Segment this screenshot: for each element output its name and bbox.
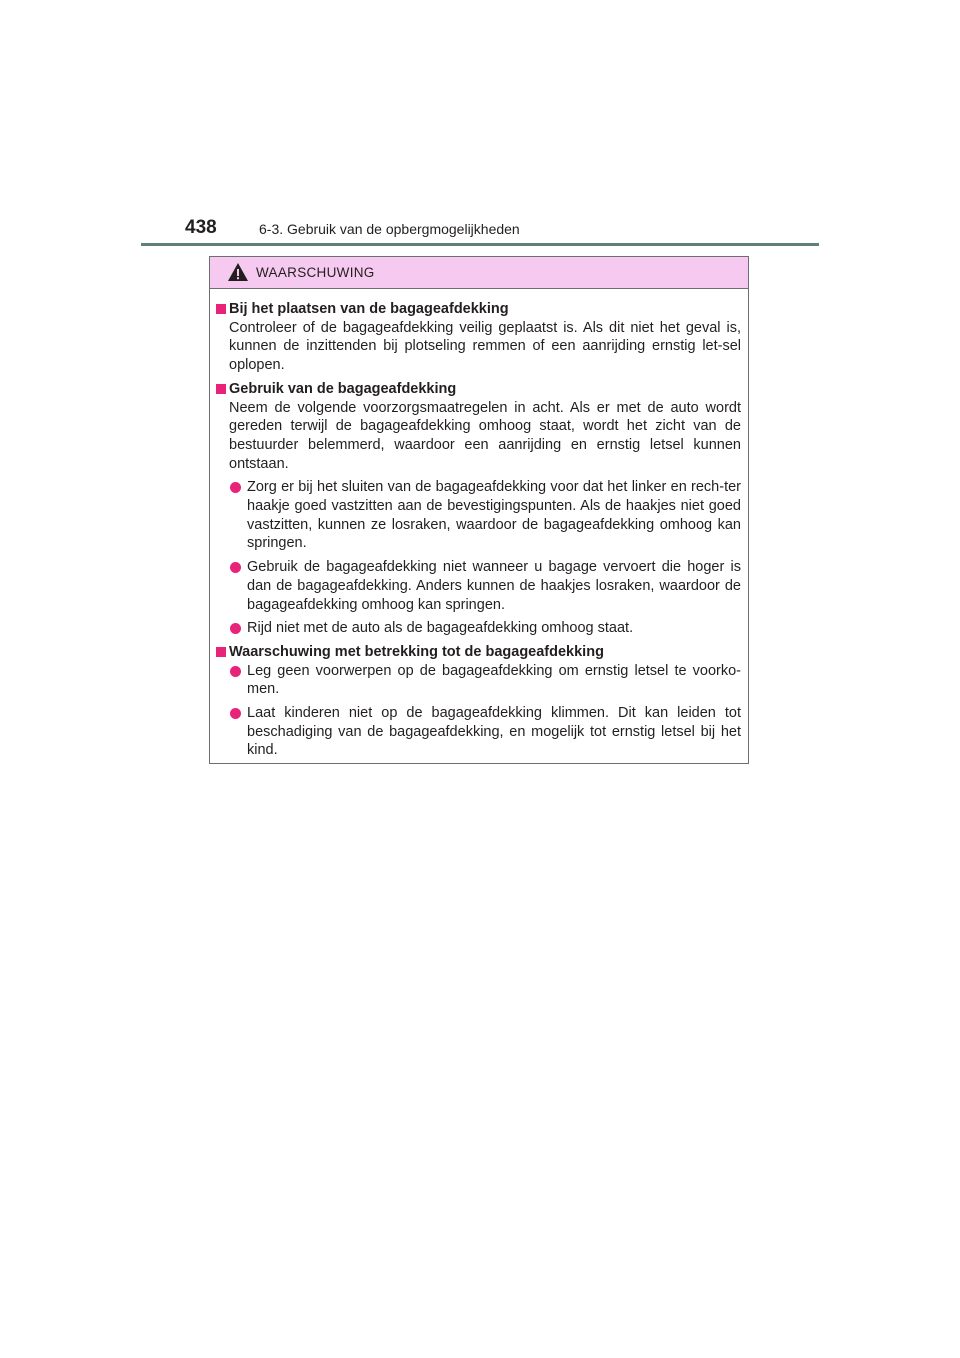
bullet-text: Gebruik de bagageafdekking niet wanneer u bagage vervoert die hoger is dan de bagageafdekking. Anders kunnen de haakjes losraken, waardoor de bagageafdekking omhoog kan springen. <box>247 559 741 613</box>
round-bullet-icon <box>230 708 241 719</box>
section-heading <box>215 643 741 662</box>
bullet-text: Rijd niet met de auto als de bagageafdekking omhoog staat. <box>247 620 634 637</box>
section-paragraph: Neem de volgende voorzorgsmaatregelen in acht. Als er met de auto wordt gereden terwijl de bagageafdekking omhoog staat, wordt het zicht van de bestuurder belemmerd, waardoor een aanrijding en ernstig letsel kunnen ontstaan. <box>229 399 741 472</box>
round-bullet-icon <box>230 482 241 493</box>
round-bullet-icon <box>230 562 241 573</box>
square-bullet-icon <box>216 647 226 657</box>
bullet-item <box>215 478 741 553</box>
warning-content <box>210 289 748 760</box>
warning-triangle-icon <box>227 262 249 282</box>
square-bullet-icon <box>216 384 226 394</box>
page-number: 438 <box>185 217 217 238</box>
section-heading <box>215 380 741 399</box>
section-paragraph: Controleer of de bagageafdekking veilig geplaatst is. Als dit niet het geval is, kunnen de inzittenden bij plotseling remmen of een aanrijding ernstig let-sel oplopen. <box>229 319 741 374</box>
warning-header <box>210 257 748 289</box>
warning-title: WAARSCHUWING <box>256 265 375 280</box>
round-bullet-icon <box>230 623 241 634</box>
bullet-item <box>215 619 741 638</box>
bullet-text: Laat kinderen niet op de bagageafdekking klimmen. Dit kan leiden tot beschadiging van de bagageafdekking, en mogelijk tot ernstig letsel bij het kind. <box>247 705 741 759</box>
warning-box <box>209 256 749 764</box>
bullet-item <box>215 558 741 614</box>
round-bullet-icon <box>230 666 241 677</box>
section-heading <box>215 300 741 319</box>
section-heading-text: Gebruik van de bagageafdekking <box>229 380 457 397</box>
header-divider <box>141 243 819 246</box>
square-bullet-icon <box>216 304 226 314</box>
bullet-text: Leg geen voorwerpen op de bagageafdekking om ernstig letsel te voorko-men. <box>247 662 741 698</box>
bullet-item <box>215 704 741 760</box>
bullet-text: Zorg er bij het sluiten van de bagageafdekking voor dat het linker en rech-ter haakje goed vastzitten aan de bevestigingspunten. Als de haakjes niet goed vastzitten, kunnen ze losraken, waardoor de bagageafdekking omhoog kan springen. <box>247 479 741 552</box>
bullet-item <box>215 662 741 699</box>
section-heading-text: Waarschuwing met betrekking tot de bagageafdekking <box>229 643 604 660</box>
section-heading-text: Bij het plaatsen van de bagageafdekking <box>229 301 509 317</box>
section-title: 6-3. Gebruik van de opbergmogelijkheden <box>259 221 520 237</box>
